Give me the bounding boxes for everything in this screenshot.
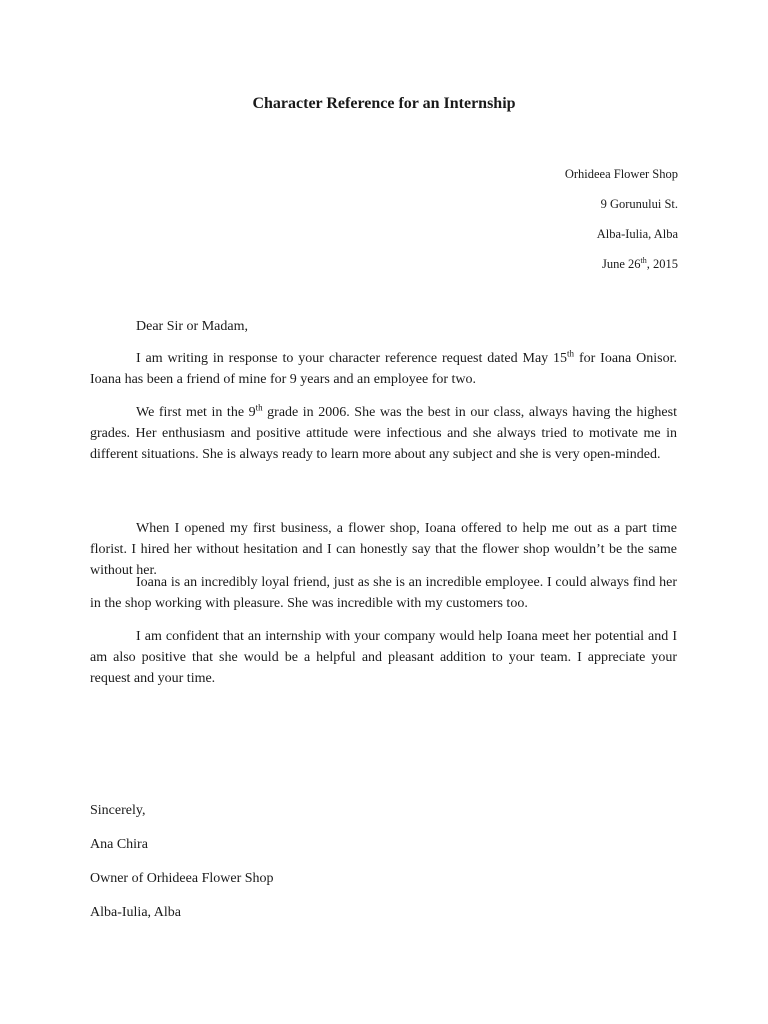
letter-date — [602, 256, 678, 272]
sender-city: Alba-Iulia, Alba — [596, 227, 678, 241]
date-prefix: June 26 — [601, 257, 641, 271]
paragraph-request — [90, 348, 677, 390]
signer-name: Ana Chira — [90, 837, 148, 852]
signer-location: Alba-Iulia, Alba — [90, 905, 181, 920]
sender-street: 9 Gorunului St. — [600, 197, 678, 211]
paragraph-school — [90, 402, 677, 465]
paragraph-confidence: I am confident that an internship with your company would help Ioana meet her potential and I am also positive that she would be a helpful and pleasant addition to your team. I appreciate your request and your time. — [90, 629, 677, 686]
date-suffix: , 2015 — [646, 257, 678, 271]
p1-text-b: for Ioana Onisor. Ioana has been a friend of mine for 9 years and an employee for two. — [90, 351, 677, 387]
p2-text-a: We first met in the 9 — [136, 405, 256, 420]
p2-ordinal: th — [255, 402, 263, 413]
signer-role: Owner of Orhideea Flower Shop — [90, 871, 274, 886]
p1-text-a: I am writing in response to your character reference request dated May 15 — [136, 351, 568, 366]
p2-text-b: grade in 2006. She was the best in our class, always having the highest grades. Her enthusiasm and positive attitude were infectious and she always tried to motivate me in different situations. She is always ready to learn more about any subject and she is very open-minded. — [90, 405, 677, 462]
letter-title: Character Reference for an Internship — [252, 95, 516, 112]
date-ordinal: th — [640, 255, 647, 265]
sender-company: Orhideea Flower Shop — [564, 167, 678, 181]
paragraph-loyalty: Ioana is an incredibly loyal friend, just as she is an incredible employee. I could always find her in the shop working with pleasure. She was incredible with my customers too. — [90, 575, 677, 611]
paragraph-business: When I opened my first business, a flower shop, Ioana offered to help me out as a part time florist. I hired her without hesitation and I can honestly say that the flower shop wouldn’t be the same without her. — [90, 521, 677, 578]
sign-off: Sincerely, — [90, 803, 146, 818]
p1-ordinal: th — [567, 348, 575, 359]
salutation: Dear Sir or Madam, — [136, 319, 248, 334]
